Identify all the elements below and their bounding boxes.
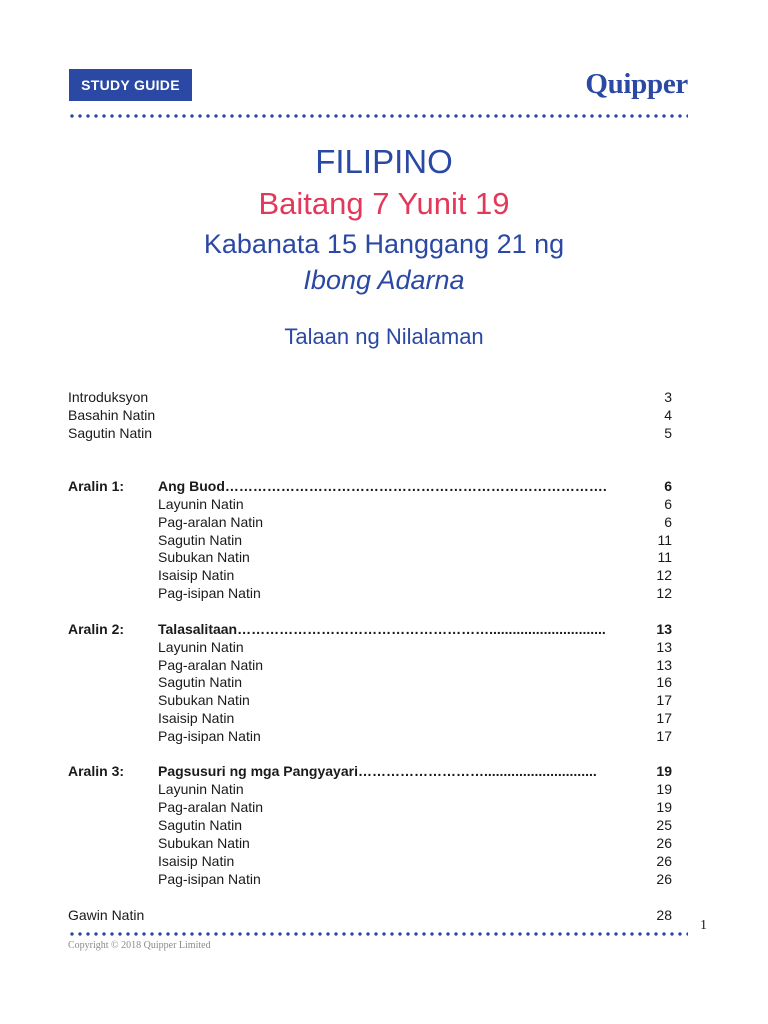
toc-entry-label: Sagutin Natin <box>158 532 243 548</box>
toc-entry-page: 5 <box>664 425 672 441</box>
quipper-logo: Quipper <box>585 68 688 100</box>
toc-entry <box>0 906 768 924</box>
toc-entry-page: 13 <box>656 657 672 673</box>
toc-entry-label: Sagutin Natin <box>158 817 243 833</box>
toc-entry <box>0 566 768 584</box>
toc-entry-label: Pag-isipan Natin <box>158 728 261 744</box>
toc-entry-page: 26 <box>656 835 672 851</box>
lesson-heading-row <box>0 762 768 780</box>
toc-heading: Talaan ng Nilalaman <box>284 324 484 349</box>
copyright-notice: Copyright © 2018 Quipper Limited <box>68 940 211 951</box>
toc-entry-label: Subukan Natin <box>158 835 250 851</box>
toc-entry-page: 17 <box>656 710 672 726</box>
toc-entry <box>0 691 768 709</box>
toc-entry-label: Pag-isipan Natin <box>158 871 261 887</box>
toc-entry-label: Isaisip Natin <box>158 567 235 583</box>
study-guide-badge: STUDY GUIDE <box>69 69 192 101</box>
toc-entry <box>0 584 768 602</box>
toc-entry-label: Subukan Natin <box>158 549 250 565</box>
toc-entry-label: Subukan Natin <box>158 692 250 708</box>
toc-entry-page: 12 <box>656 585 672 601</box>
toc-entry <box>0 531 768 549</box>
toc-entry <box>0 852 768 870</box>
toc-entry-page: 17 <box>656 692 672 708</box>
toc-entry-page: 6 <box>664 496 672 512</box>
toc-entry-label: Pag-isipan Natin <box>158 585 261 601</box>
toc-entry <box>0 870 768 888</box>
toc-entry-page: 17 <box>656 728 672 744</box>
lesson-page: 6 <box>664 478 672 494</box>
lesson-title: Pagsusuri ng mga Pangyayari………………………............................. <box>158 763 597 779</box>
lesson-number: Aralin 1: <box>68 478 125 494</box>
toc-entry-page: 13 <box>656 639 672 655</box>
subject-title: FILIPINO <box>315 143 453 180</box>
lesson-title: Talasalitaan……………………………………………….............................. <box>158 621 606 637</box>
toc-entry-label: Gawin Natin <box>68 907 145 923</box>
toc-entry-page: 19 <box>656 781 672 797</box>
lesson-heading-row <box>0 477 768 495</box>
toc-entry-page: 11 <box>657 532 672 548</box>
toc-entry-label: Pag-aralan Natin <box>158 514 264 530</box>
toc-entry <box>0 798 768 816</box>
toc-entry-page: 11 <box>657 549 672 565</box>
lesson-page: 19 <box>656 763 672 779</box>
toc-entry-label: Layunin Natin <box>158 496 244 512</box>
grade-unit-title: Baitang 7 Yunit 19 <box>258 186 510 221</box>
page-number: 1 <box>700 918 707 933</box>
toc-entry <box>0 656 768 674</box>
toc-entry <box>0 673 768 691</box>
toc-entry-page: 19 <box>656 799 672 815</box>
toc-entry-page: 28 <box>656 907 672 923</box>
toc-entry <box>0 406 768 424</box>
toc-entry-label: Sagutin Natin <box>68 425 153 441</box>
toc-entry-page: 3 <box>664 389 672 405</box>
chapters-title: Kabanata 15 Hanggang 21 ng <box>203 229 565 259</box>
toc-entry-page: 26 <box>656 853 672 869</box>
toc-entry <box>0 727 768 745</box>
toc-entry-label: Pag-aralan Natin <box>158 799 264 815</box>
toc-entry-page: 16 <box>656 674 672 690</box>
toc-entry <box>0 780 768 798</box>
toc-entry-page: 12 <box>656 567 672 583</box>
lesson-heading-row <box>0 620 768 638</box>
bottom-dotted-divider <box>68 932 688 936</box>
toc-entry-label: Introduksyon <box>68 389 149 405</box>
toc-entry-label: Isaisip Natin <box>158 710 235 726</box>
toc-entry-label: Isaisip Natin <box>158 853 235 869</box>
toc-entry-page: 26 <box>656 871 672 887</box>
toc-entry-page: 6 <box>664 514 672 530</box>
toc-entry <box>0 816 768 834</box>
lesson-title: Ang Buod………………………………………………………………………. <box>158 478 607 494</box>
toc-entry <box>0 548 768 566</box>
toc-entry <box>0 495 768 513</box>
toc-entry-label: Layunin Natin <box>158 781 244 797</box>
toc-entry-label: Layunin Natin <box>158 639 244 655</box>
toc-entry-label: Sagutin Natin <box>158 674 243 690</box>
toc-entry <box>0 709 768 727</box>
lesson-page: 13 <box>656 621 672 637</box>
toc-entry-label: Pag-aralan Natin <box>158 657 264 673</box>
toc-entry <box>0 388 768 406</box>
work-title: Ibong Adarna <box>303 265 465 295</box>
lesson-number: Aralin 3: <box>68 763 125 779</box>
toc-entry <box>0 513 768 531</box>
toc-entry-page: 25 <box>656 817 672 833</box>
lesson-number: Aralin 2: <box>68 621 125 637</box>
toc-entry-label: Basahin Natin <box>68 407 156 423</box>
toc-entry <box>0 834 768 852</box>
toc-entry-page: 4 <box>664 407 672 423</box>
toc-entry <box>0 638 768 656</box>
toc-entry <box>0 424 768 442</box>
